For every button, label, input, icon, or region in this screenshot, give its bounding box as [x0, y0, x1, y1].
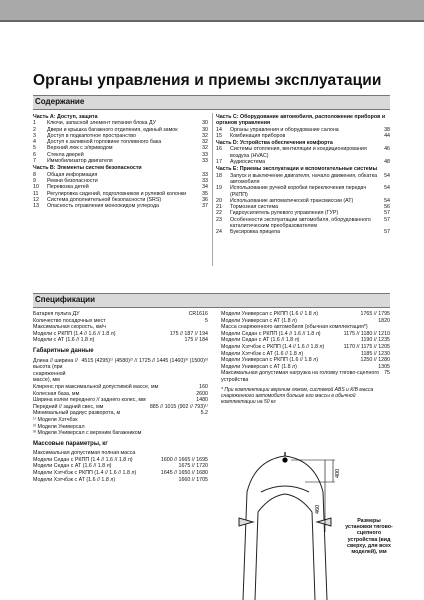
toc-entry	[33, 203, 208, 209]
spec-label: Модели Универсал с АТ (1.8 л)	[221, 363, 297, 370]
toc-entry-number: 22	[216, 210, 222, 217]
specs-header	[33, 293, 390, 308]
contents-heading: Содержание	[35, 97, 85, 106]
toc-entry-page: 33	[202, 151, 208, 158]
spec-value: 1645 // 1650 // 1680	[160, 470, 208, 477]
contents-header	[33, 95, 390, 110]
spec-label: Колесная база, мм	[33, 390, 80, 397]
toc-entry-title: Органы управления и оборудование салона	[230, 126, 339, 133]
spec-label: Клиренс при максимальной допустимой массе, мм	[33, 383, 159, 390]
toc-entry-page: 34	[202, 184, 208, 191]
spec-row	[221, 351, 390, 358]
spec-label: Максимальная допустимая полная масса	[33, 450, 136, 457]
spec-value: 2600	[196, 390, 208, 397]
spec-row	[221, 324, 390, 331]
spec-row	[33, 457, 208, 464]
towbar-diagram	[225, 452, 345, 600]
toc-entry	[216, 159, 390, 165]
toc-part-heading: Часть Е: Приемы эксплуатации и вспомогательные системы	[216, 166, 378, 173]
spec-row	[33, 470, 208, 477]
toc-entry-title: Тормозная система	[230, 204, 279, 211]
figure-caption: Размеры установки тягово-сцепного устройства (вид сверху, для всех моделей), мм	[345, 518, 393, 556]
toc-entry-number: 20	[216, 197, 222, 204]
spec-label: Модели Седан с РКПП (1.4 // 1.6 // 1.8 л)	[221, 330, 321, 337]
toc-entry-number: 6	[33, 151, 36, 158]
spec-value: 175 // 184	[184, 337, 208, 344]
spec-value: 1175 // 1180 // 1210	[343, 330, 390, 337]
spec-value: 160	[199, 383, 208, 390]
fig-label-400: 400	[335, 468, 341, 478]
toc-entry-title: Комбинация приборов	[230, 132, 286, 139]
toc-entry-page: 32	[202, 139, 208, 146]
spec-row	[221, 331, 390, 338]
spec-value: 1600 // 1665 // 1695	[160, 456, 208, 463]
toc-entry-title: Доступ к заливной горловине топливного бака	[47, 139, 162, 146]
spec-value: 1660 // 1705	[178, 476, 208, 483]
spec-label: Батарея пульта ДУ	[33, 311, 80, 317]
toc-entry-title: Двери и крышка багажного отделения, единый замок	[47, 126, 178, 133]
toc-entry-number: 3	[33, 132, 36, 139]
spec-row	[33, 430, 208, 437]
toc-entry-number: 1	[33, 120, 36, 127]
toc-entry-number: 13	[33, 203, 39, 210]
toc-entry-page: 33	[202, 158, 208, 165]
spec-value: 75	[384, 370, 390, 377]
toc-entry-page: 57	[384, 229, 390, 236]
toc-entry-number: 16	[216, 146, 222, 153]
spec-label: Модели Хэтчбэк с РКПП (1.4 // 1.6 // 1.8 л)	[33, 470, 137, 477]
spec-value: 1765 // 1795	[360, 311, 390, 317]
dims-heading: Габаритные данные	[33, 347, 94, 354]
toc-entry	[216, 146, 390, 159]
fig-label-460: 460	[315, 504, 321, 514]
spec-row	[221, 337, 390, 344]
toc-entry-title: Доступ в подкапотное пространство	[47, 132, 137, 139]
specs-heading: Спецификации	[35, 295, 96, 304]
spec-row	[221, 318, 390, 325]
spec-value: 175 // 187 // 194	[169, 330, 208, 337]
toc-entry	[216, 217, 390, 230]
spec-value: 1305	[378, 363, 390, 370]
spec-value: CR1616	[188, 311, 208, 317]
spec-label: ¹⁾ Модели Хэтчбэк	[33, 416, 78, 423]
toc-entry-number: 11	[33, 190, 39, 197]
spec-label: Масса снаряженного автомобиля (обычная комплектация*)	[221, 324, 368, 331]
toc-entry-page: 30	[202, 126, 208, 133]
specs-right-column	[221, 311, 390, 405]
spec-row	[33, 424, 208, 431]
toc-part-heading: Часть D: Устройства обеспечения комфорта	[216, 140, 333, 147]
spec-label: Модели с РКПП (1.4 // 1.6 // 1.8 л)	[33, 330, 116, 337]
spec-label: ³⁾ Модели Универсал с верхним багажником	[33, 430, 142, 437]
spec-value: 1480	[196, 397, 208, 404]
toc-entry-page: 44	[384, 132, 390, 139]
spec-row	[33, 384, 208, 391]
toc-entry-page: 38	[384, 126, 390, 133]
towbar	[283, 452, 287, 462]
toc-part-heading: Часть В: Элементы систем безопасности	[33, 165, 142, 172]
spec-label: Передний // задний свес, мм	[33, 403, 104, 410]
spec-label: Количество посадочных мест	[33, 317, 106, 324]
toc-entry-number: 7	[33, 158, 36, 165]
toc-entry-number: 23	[216, 216, 222, 223]
toc-entry-page: 33	[202, 177, 208, 184]
toc-entry-title: Ремни безопасности	[47, 177, 98, 184]
toc-entry-page: 32	[202, 132, 208, 139]
toc-entry-page: 54	[384, 185, 390, 192]
toc-entry-title: Системы отопления, вентиляции и кондиционирования воздуха (HVAC)	[230, 146, 367, 159]
spec-label: Модели Седан с АТ (1.6 // 1.8 л)	[33, 463, 112, 470]
spec-row	[33, 391, 208, 398]
toc-entry-title: Иммобилизатор двигателя	[47, 158, 113, 165]
toc-entry-page: 33	[202, 171, 208, 178]
mass-heading: Массовые параметры, кг	[33, 440, 108, 447]
toc-entry-page: 35	[202, 190, 208, 197]
spec-row	[33, 358, 208, 384]
spec-value: 1675 // 1720	[178, 463, 208, 470]
toc-entry-title: Буксировка прицепа	[230, 229, 281, 236]
toc-entry-title: Система дополнительной безопасности (SRS)	[47, 196, 162, 203]
contents-right-column	[216, 113, 390, 236]
toc-entry	[216, 133, 390, 139]
toc-entry-number: 21	[216, 204, 222, 211]
spec-value: 5.2	[200, 410, 208, 417]
spec-row	[221, 311, 390, 318]
contents-left-column	[33, 113, 208, 209]
spec-label: Максимальная скорость, км/ч	[33, 324, 106, 331]
toc-entry-page: 32	[202, 145, 208, 152]
toc-entry-page: 56	[384, 204, 390, 211]
spec-row	[33, 450, 208, 457]
spec-label: Минимальный радиус разворота, м	[33, 410, 121, 417]
toc-entry-title: Гидроусилитель рулевого управления (ГУР)	[230, 210, 339, 217]
toc-entry-title: Ключи, запасной элемент питания блока ДУ	[47, 120, 156, 127]
spec-label: Длина // ширина // высота (при снаряженной массе), мм	[33, 357, 78, 384]
toc-entry-page: 54	[384, 197, 390, 204]
toc-entry-title: Стекла дверей	[47, 151, 84, 158]
spec-value: 4515 (4295)¹⁾ (4580)²⁾ // 1725 // 1445 (1460)³⁾ (1500)³⁾	[81, 357, 208, 364]
toc-entry-number: 14	[216, 126, 222, 133]
toc-entry-title: Аудиосистема	[230, 159, 266, 166]
spec-value: 885 // 1015 (902 // 793)¹⁾	[149, 403, 208, 410]
toc-entry-title: Запуск и выключение двигателя, начало движения, обкатка автомобиля	[230, 172, 378, 185]
toc-entry	[33, 158, 208, 164]
toc-entry-page: 37	[202, 203, 208, 210]
spec-label: Модели с АТ (1.6 // 1.8 л)	[33, 337, 95, 344]
toc-entry	[216, 229, 390, 235]
toc-entry-title: Использование ручной коробки переключения передач (РКПП)	[230, 185, 367, 198]
spec-row	[33, 311, 208, 318]
toc-entry-number: 9	[33, 177, 36, 184]
toc-entry-number: 12	[33, 196, 39, 203]
spec-value: 1250 // 1280	[360, 357, 390, 364]
toc-entry-number: 8	[33, 171, 36, 178]
toc-entry-number: 17	[216, 159, 222, 166]
specs-left-column	[33, 311, 208, 483]
toc-entry-title: Использование автоматической трансмиссии (АТ)	[230, 197, 354, 204]
spec-row	[33, 331, 208, 338]
header-bar	[0, 0, 424, 20]
toc-entry-title: Перевозка детей	[47, 184, 89, 191]
spec-label: Ширина колеи переднего // заднего колес, мм	[33, 397, 146, 404]
toc-entry-title: Особенности эксплуатации автомобиля, оборудованного каталитическим преобразователем	[230, 216, 371, 230]
spec-label: Модели Хэтчбэк с АТ (1.6 // 1.8 л)	[221, 350, 304, 357]
spec-row	[221, 364, 390, 371]
page-title: Органы управления и приемы эксплуатации	[33, 72, 382, 89]
spec-label: Модели Хэтчбэк с АТ (1.6 // 1.8 л)	[33, 476, 116, 483]
toc-entry-number: 15	[216, 132, 222, 139]
toc-entry	[216, 173, 390, 186]
spec-value: 1190 // 1235	[360, 337, 390, 344]
toc-entry-page: 36	[202, 196, 208, 203]
toc-entry-number: 24	[216, 229, 222, 236]
spec-value: 5	[205, 317, 208, 324]
toc-entry-page: 46	[384, 146, 390, 153]
spec-row	[33, 318, 208, 325]
toc-entry-page: 54	[384, 172, 390, 179]
spec-row	[33, 397, 208, 404]
spec-label: Максимальная допустимая нагрузка на головку тягово-сцепного устройства	[221, 370, 380, 383]
spec-label: Модели Универсал с АТ (1.8 л)	[221, 317, 297, 324]
toc-entry-page: 48	[384, 159, 390, 166]
car-outline	[239, 456, 331, 600]
toc-part-heading: Часть С: Оборудование автомобиля, расположение приборов и органов управления	[216, 114, 386, 127]
spec-row	[221, 344, 390, 351]
toc-entry-number: 18	[216, 172, 222, 179]
toc-entry-number: 2	[33, 126, 36, 133]
spec-label: ²⁾ Модели Универсал	[33, 423, 85, 430]
toc-entry-page: 57	[384, 216, 390, 223]
spec-value: 1185 // 1230	[360, 350, 390, 357]
spec-value: 1820	[378, 317, 390, 324]
toc-entry-number: 5	[33, 145, 36, 152]
spec-row	[221, 357, 390, 364]
spec-label: Модели Универсал с РКПП (1.6 // 1.8 л)	[221, 311, 319, 317]
toc-entry-title: Опасность отравления моноокидом углерода	[47, 203, 160, 210]
spec-row	[33, 337, 208, 344]
toc-entry-title: Верхний люк с э/приводом	[47, 145, 113, 152]
toc-entry-number: 10	[33, 184, 39, 191]
spec-row	[33, 463, 208, 470]
toc-entry-number: 19	[216, 185, 222, 192]
toc-entry-page: 30	[202, 120, 208, 127]
toc-entry-page: 57	[384, 210, 390, 217]
spec-label: Модели Хэтчбэк с РКПП (1.4 // 1.6 // 1.8 л)	[221, 343, 325, 350]
toc-entry-title: Регулировка сидений, подголовников и рулевой колонки	[47, 190, 187, 197]
toc-entry-number: 4	[33, 139, 36, 146]
spec-row	[33, 417, 208, 424]
spec-label: Модели Седан с РКПП (1.4 // 1.6 // 1.8 л)	[33, 456, 133, 463]
spec-label: Модели Универсал с РКПП (1.6 // 1.8 л)	[221, 357, 319, 364]
contents-column-divider	[212, 113, 213, 266]
spec-value: 1170 // 1175 // 1205	[343, 343, 390, 350]
spec-row	[33, 410, 208, 417]
mass-footnote: * При комплектации верхним люком, системой ABS и К/В масса снаряженного автомобиля больше его массы в обычной комплектации на 50 кг	[221, 386, 374, 405]
toc-entry	[216, 185, 390, 198]
toc-part-heading: Часть А: Доступ, защита	[33, 114, 98, 120]
toc-entry-title: Общая информация	[47, 171, 98, 178]
header-rule	[0, 20, 424, 22]
spec-row	[33, 324, 208, 331]
spec-label: Модели Седан с АТ (1.6 // 1.8 л)	[221, 337, 300, 344]
spec-row	[33, 477, 208, 484]
spec-row	[221, 370, 390, 383]
